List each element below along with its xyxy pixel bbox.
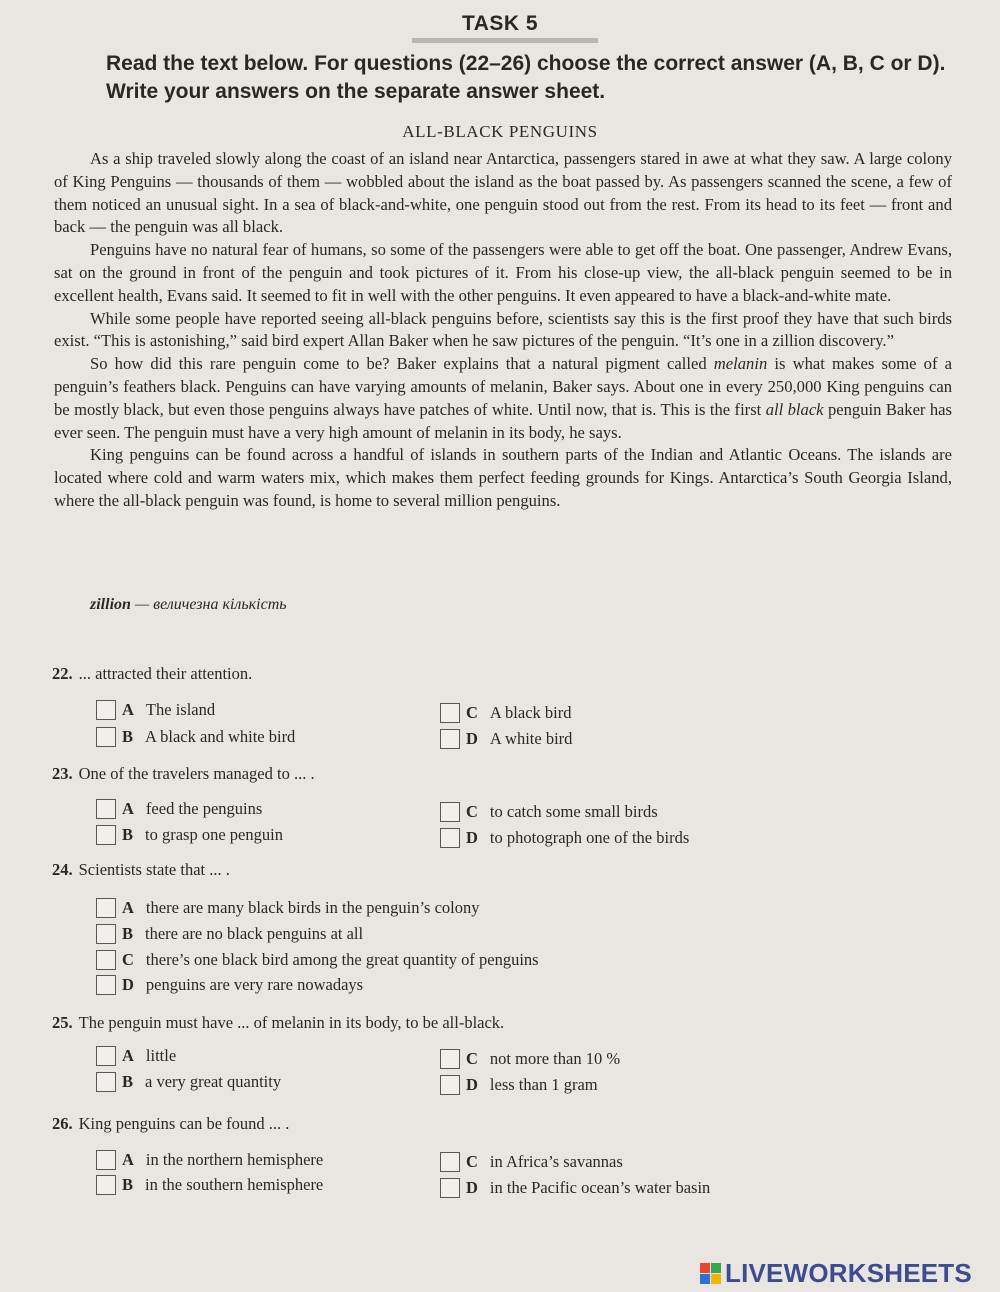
instructions: Read the text below. For questions (22–26) choose the correct answer (A, B, C or D). Write your answers on the separate answer sheet. <box>106 52 946 103</box>
logo-square <box>711 1274 721 1284</box>
logo-text: LIVEWORKSHEETS <box>725 1258 972 1288</box>
checkbox[interactable] <box>96 924 116 944</box>
checkbox[interactable] <box>96 700 116 720</box>
logo-square <box>700 1274 710 1284</box>
q22-option-a[interactable]: A The island <box>96 700 215 720</box>
checkbox[interactable] <box>440 1049 460 1069</box>
question-24: 24. Scientists state that ... . <box>52 860 230 879</box>
checkbox[interactable] <box>96 1175 116 1195</box>
q25-option-c[interactable]: C not more than 10 % <box>440 1049 620 1069</box>
term-all-black: all black <box>765 399 824 419</box>
checkbox[interactable] <box>440 1178 460 1198</box>
checkbox[interactable] <box>440 729 460 749</box>
article-paragraph: While some people have reported seeing all-black penguins before, scientists say this is the first proof they have that such birds exist. “This is astonishing,” said bird expert Allan Baker when he saw pictures of the penguin. “It’s one in a zillion discovery.” <box>54 308 952 351</box>
article-title: ALL-BLACK PENGUINS <box>402 122 598 141</box>
checkbox[interactable] <box>96 975 116 995</box>
question-22: 22. ... attracted their attention. <box>52 664 253 683</box>
q26-option-d[interactable]: D in the Pacific ocean’s water basin <box>440 1178 710 1198</box>
q22-option-b[interactable]: B A black and white bird <box>96 727 295 747</box>
q23-option-c[interactable]: C to catch some small birds <box>440 802 658 822</box>
task-underline <box>412 38 598 43</box>
q23-option-d[interactable]: D to photograph one of the birds <box>440 828 689 848</box>
checkbox[interactable] <box>440 802 460 822</box>
q24-option-c[interactable]: C there’s one black bird among the great quantity of penguins <box>96 950 539 970</box>
checkbox[interactable] <box>440 1075 460 1095</box>
checkbox[interactable] <box>96 727 116 747</box>
article-paragraph: Penguins have no natural fear of humans, so some of the passengers were able to get off the boat. One passenger, Andrew Evans, sat on the ground in front of the penguin and took pictures of it. From his close-up view, the all-black penguin seemed to be in excellent health, Evans said. It seemed to fit in well with the other penguins. It even appeared to have a black-and-white mate. <box>54 240 952 305</box>
checkbox[interactable] <box>96 1150 116 1170</box>
question-23: 23. One of the travelers managed to ... . <box>52 764 315 783</box>
logo-square <box>700 1263 710 1273</box>
question-25: 25. The penguin must have ... of melanin in its body, to be all-black. <box>52 1013 505 1032</box>
q24-option-d[interactable]: D penguins are very rare nowadays <box>96 975 363 995</box>
q23-option-b[interactable]: B to grasp one penguin <box>96 825 283 845</box>
checkbox[interactable] <box>96 825 116 845</box>
q26-option-a[interactable]: A in the northern hemisphere <box>96 1150 323 1170</box>
question-26: 26. King penguins can be found ... . <box>52 1114 290 1133</box>
checkbox[interactable] <box>96 1072 116 1092</box>
checkbox[interactable] <box>96 799 116 819</box>
q24-option-b[interactable]: B there are no black penguins at all <box>96 924 363 944</box>
q25-option-a[interactable]: A little <box>96 1046 176 1066</box>
q22-option-c[interactable]: C A black bird <box>440 703 572 723</box>
q25-option-d[interactable]: D less than 1 gram <box>440 1075 598 1095</box>
q26-option-c[interactable]: C in Africa’s savannas <box>440 1152 623 1172</box>
liveworksheets-logo-icon <box>700 1263 721 1284</box>
article-paragraph: King penguins can be found across a handful of islands in southern parts of the Indian and Atlantic Oceans. The islands are located where cold and warm waters mix, which makes them perfect feeding grounds for Kings. Antarctica’s South Georgia Island, where the all-black penguin was found, is home to several million penguins. <box>54 445 952 510</box>
glossary-definition: величезна кількість <box>153 596 287 613</box>
term-melanin: melanin <box>713 354 768 374</box>
article-paragraph: As a ship traveled slowly along the coast of an island near Antarctica, passengers stared in awe at what they saw. A large colony of King Penguins — thousands of them — wobbled about the island as the boat passed by. As passengers scanned the scene, a few of them noticed an unusual sight. In a sea of black-and-white, one penguin stood out from the rest. From its head to its feet — front and back — the penguin was all black. <box>54 149 952 237</box>
task-label: TASK 5 <box>461 12 539 35</box>
q23-option-a[interactable]: A feed the penguins <box>96 799 262 819</box>
q22-option-d[interactable]: D A white bird <box>440 729 572 749</box>
checkbox[interactable] <box>440 703 460 723</box>
checkbox[interactable] <box>96 950 116 970</box>
q26-option-b[interactable]: B in the southern hemisphere <box>96 1175 323 1195</box>
checkbox[interactable] <box>96 1046 116 1066</box>
liveworksheets-logo[interactable] <box>700 1258 972 1289</box>
q25-option-b[interactable]: B a very great quantity <box>96 1072 281 1092</box>
checkbox[interactable] <box>96 898 116 918</box>
article-paragraph: So how did this rare penguin come to be? Baker explains that a natural pigment called melanin is what makes some of a penguin’s feathers black. Penguins can have varying amounts of melanin, Baker says. About one in every 250,000 King penguins can be mostly black, but even those penguins always have patches of white. Until now, that is. This is the first all black penguin Baker has ever seen. The penguin must have a very high amount of melanin in its body, he says. <box>54 354 952 442</box>
glossary-term: zillion <box>90 596 131 613</box>
q24-option-a[interactable]: A there are many black birds in the penguin’s colony <box>96 898 480 918</box>
logo-square <box>711 1263 721 1273</box>
glossary-note: zillion — величезна кількість <box>90 596 287 613</box>
checkbox[interactable] <box>440 1152 460 1172</box>
checkbox[interactable] <box>440 828 460 848</box>
article-text <box>54 148 952 513</box>
